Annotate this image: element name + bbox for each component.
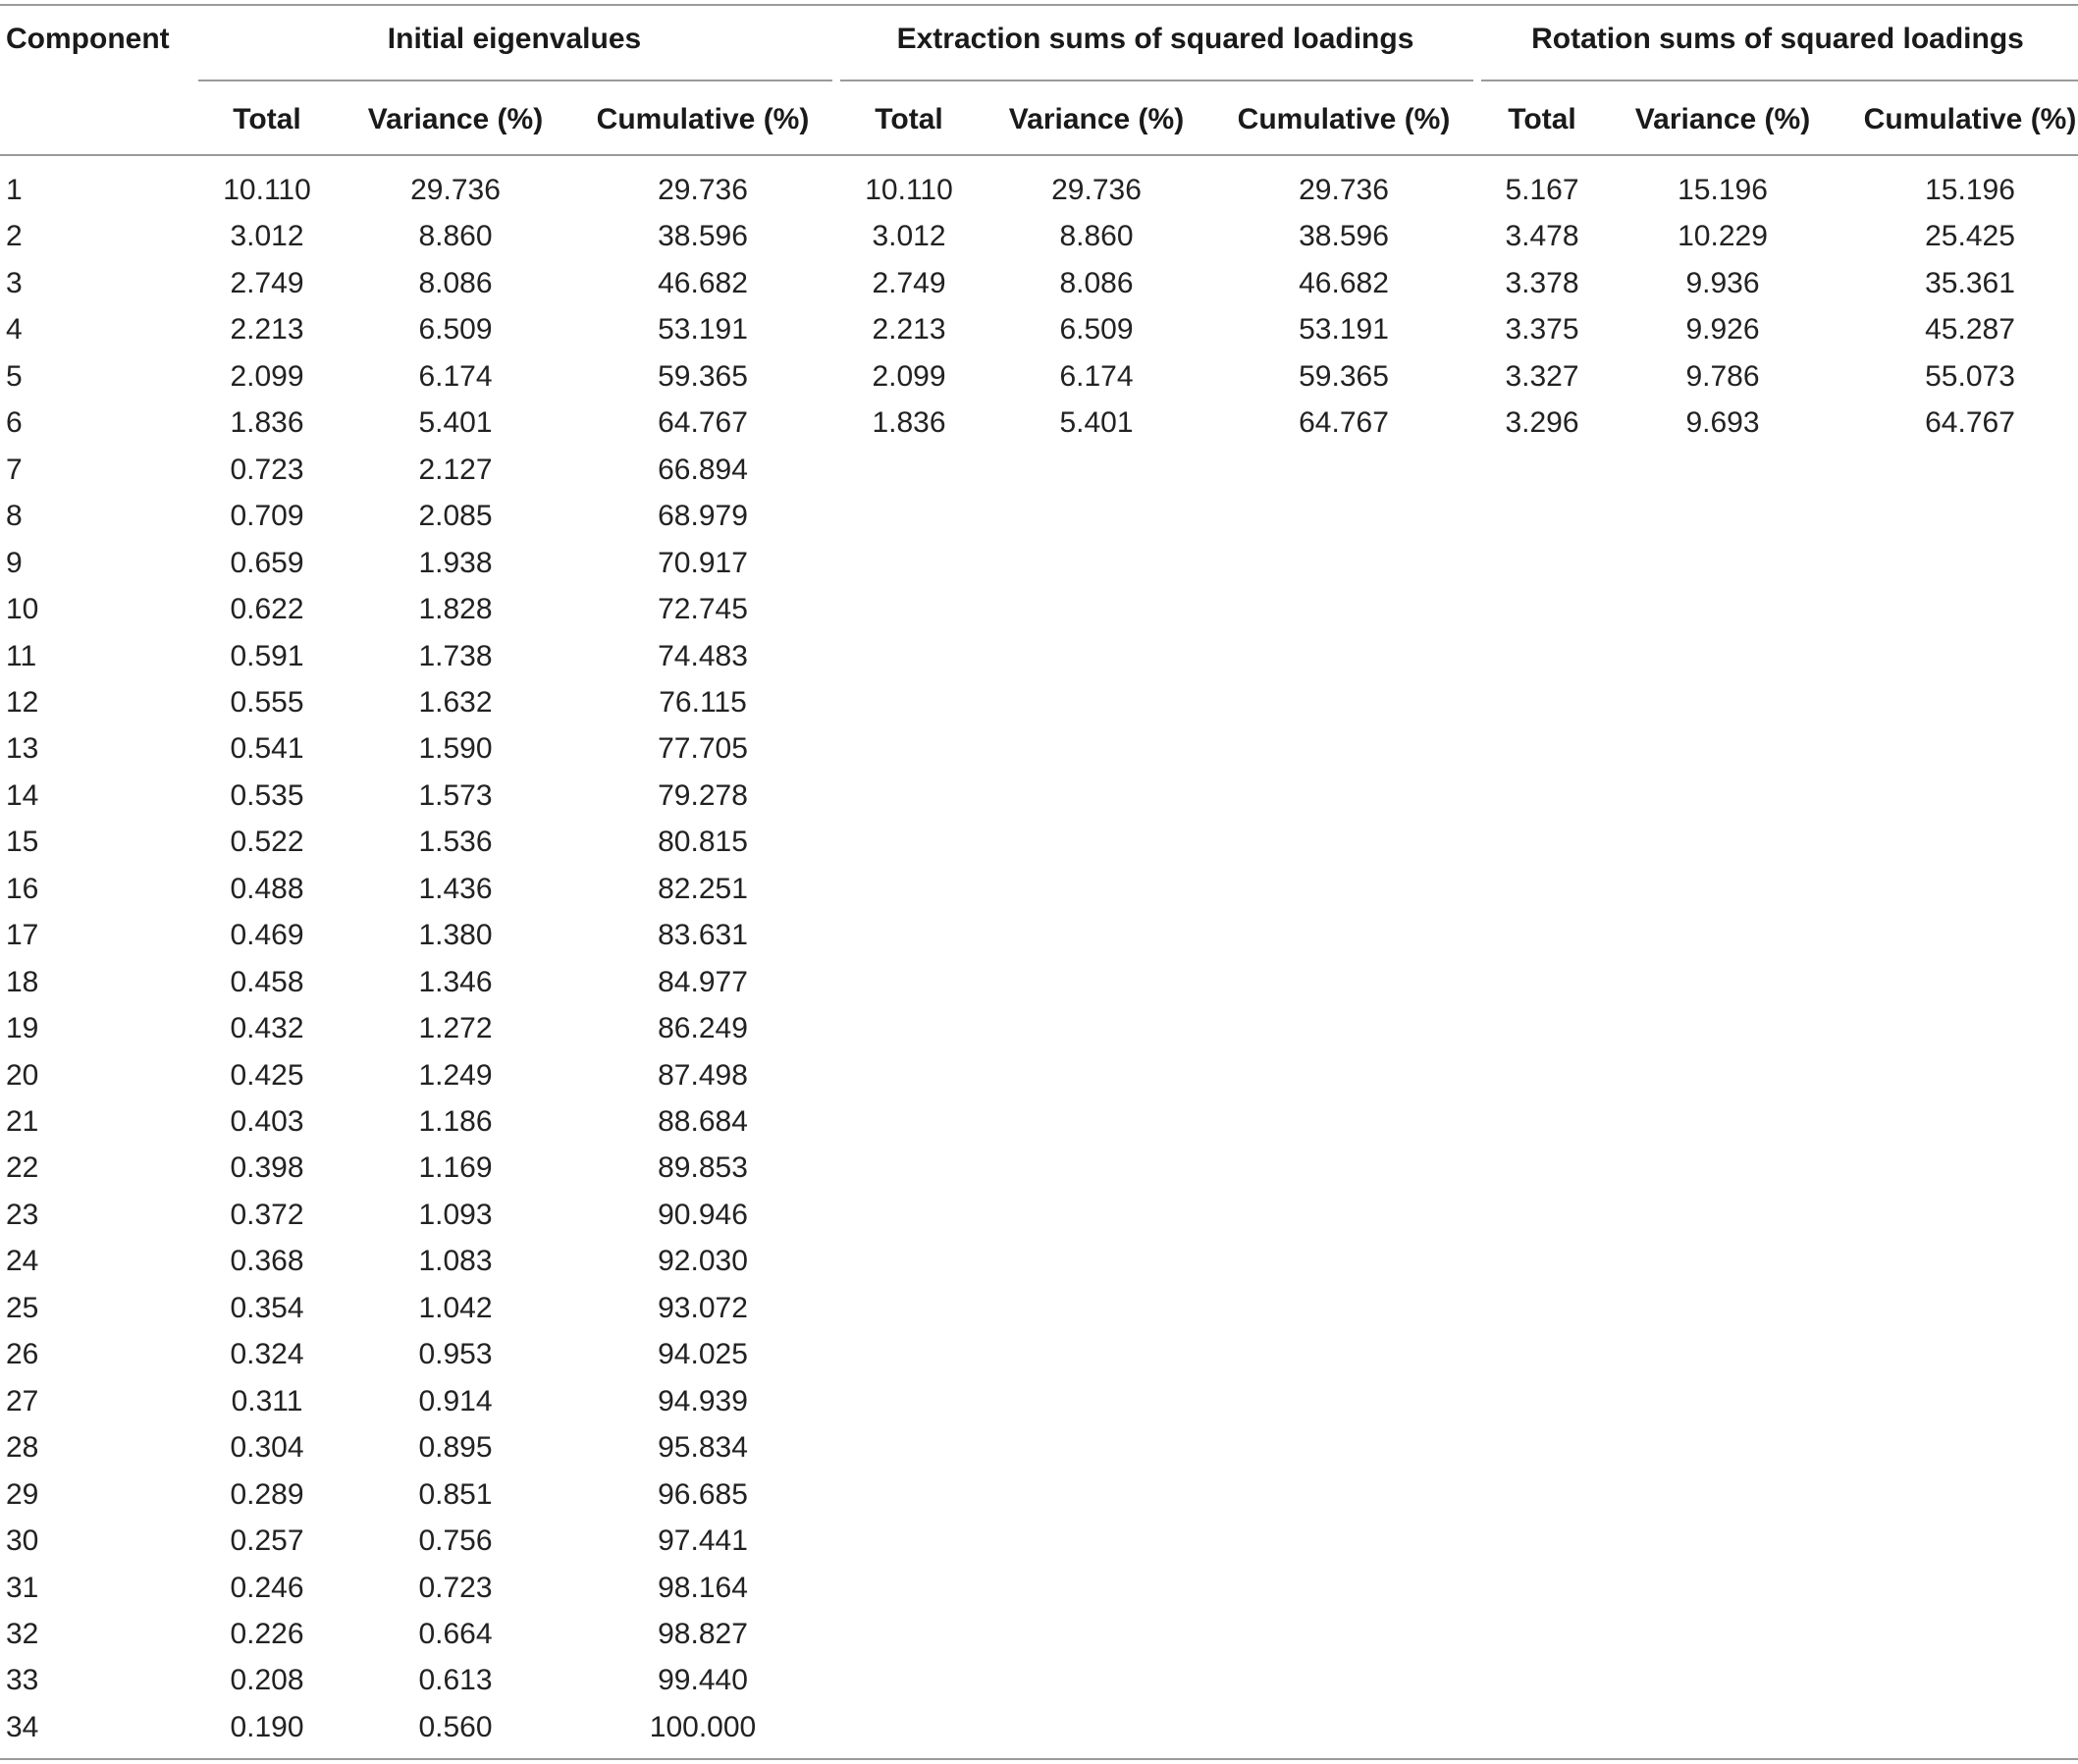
cell-initial-cumulative: 89.853 (658, 1151, 748, 1184)
cell-initial-total: 0.458 (230, 966, 304, 998)
cell-initial-total: 0.226 (230, 1618, 304, 1650)
cell-component: 14 (6, 779, 39, 812)
cell-initial-total: 0.324 (230, 1338, 304, 1370)
cell-initial-total: 0.372 (230, 1199, 304, 1231)
cell-initial-total: 0.469 (230, 919, 304, 951)
cell-initial-total: 0.522 (230, 826, 304, 858)
cell-initial-cumulative: 64.767 (658, 406, 748, 439)
cell-initial-total: 0.368 (230, 1245, 304, 1277)
cell-extraction-total: 2.099 (872, 360, 946, 393)
cell-extraction-total: 3.012 (872, 220, 946, 252)
cell-initial-total: 0.541 (230, 732, 304, 765)
cell-extraction-total: 2.749 (872, 267, 946, 299)
cell-initial-total: 0.723 (230, 454, 304, 486)
cell-initial-cumulative: 99.440 (658, 1664, 748, 1696)
cell-component: 7 (6, 454, 23, 486)
cell-component: 2 (6, 220, 23, 252)
cell-initial-total: 0.403 (230, 1105, 304, 1138)
cell-component: 3 (6, 267, 23, 299)
cell-component: 5 (6, 360, 23, 393)
cell-initial-variance: 0.664 (418, 1618, 493, 1650)
subheader-extraction-cumulative: Cumulative (%) (1237, 103, 1451, 135)
cell-initial-cumulative: 29.736 (658, 174, 748, 206)
cell-component: 33 (6, 1664, 39, 1696)
header-component: Component (6, 23, 170, 55)
cell-initial-cumulative: 59.365 (658, 360, 748, 393)
cell-component: 16 (6, 873, 39, 905)
cell-initial-variance: 1.536 (418, 826, 493, 858)
cell-extraction-variance: 6.509 (1059, 313, 1134, 346)
cell-component: 25 (6, 1292, 39, 1324)
cell-initial-variance: 1.436 (418, 873, 493, 905)
cell-component: 18 (6, 966, 39, 998)
cell-initial-cumulative: 84.977 (658, 966, 748, 998)
cell-component: 26 (6, 1338, 39, 1370)
cell-initial-total: 0.432 (230, 1012, 304, 1044)
cell-initial-total: 0.425 (230, 1059, 304, 1092)
cell-extraction-variance: 5.401 (1059, 406, 1134, 439)
cell-initial-cumulative: 86.249 (658, 1012, 748, 1044)
cell-rotation-variance: 15.196 (1678, 174, 1768, 206)
cell-extraction-cumulative: 64.767 (1299, 406, 1389, 439)
cell-component: 32 (6, 1618, 39, 1650)
cell-initial-variance: 0.914 (418, 1385, 493, 1417)
cell-rotation-variance: 9.936 (1685, 267, 1760, 299)
cell-initial-variance: 6.509 (418, 313, 493, 346)
cell-initial-total: 0.488 (230, 873, 304, 905)
cell-component: 9 (6, 547, 23, 579)
cell-initial-cumulative: 87.498 (658, 1059, 748, 1092)
cell-initial-total: 0.311 (231, 1385, 303, 1417)
cell-component: 6 (6, 406, 23, 439)
cell-initial-variance: 1.169 (418, 1151, 493, 1184)
header-extraction-sums: Extraction sums of squared loadings (896, 23, 1414, 55)
cell-extraction-variance: 8.086 (1059, 267, 1134, 299)
cell-extraction-cumulative: 38.596 (1299, 220, 1389, 252)
cell-initial-total: 0.289 (230, 1478, 304, 1511)
cell-rotation-cumulative: 64.767 (1925, 406, 2015, 439)
cell-initial-total: 0.190 (230, 1711, 304, 1743)
cell-component: 23 (6, 1199, 39, 1231)
cell-initial-cumulative: 46.682 (658, 267, 748, 299)
cell-component: 24 (6, 1245, 39, 1277)
cell-rotation-variance: 9.926 (1685, 313, 1760, 346)
cell-rotation-cumulative: 15.196 (1925, 174, 2015, 206)
cell-initial-variance: 1.346 (418, 966, 493, 998)
subheader-rotation-total: Total (1508, 103, 1576, 135)
cell-extraction-total: 10.110 (865, 174, 953, 206)
cell-initial-total: 0.659 (230, 547, 304, 579)
cell-initial-cumulative: 79.278 (658, 779, 748, 812)
cell-rotation-cumulative: 25.425 (1925, 220, 2015, 252)
cell-extraction-cumulative: 29.736 (1299, 174, 1389, 206)
cell-initial-variance: 2.127 (418, 454, 493, 486)
cell-initial-variance: 1.083 (418, 1245, 493, 1277)
cell-initial-cumulative: 38.596 (658, 220, 748, 252)
cell-component: 30 (6, 1524, 39, 1557)
cell-component: 11 (6, 640, 37, 672)
cell-initial-cumulative: 76.115 (659, 686, 747, 719)
cell-initial-variance: 1.938 (418, 547, 493, 579)
cell-rotation-total: 3.327 (1505, 360, 1579, 393)
cell-initial-cumulative: 53.191 (658, 313, 748, 346)
extraction-group-underline (840, 80, 1473, 81)
subheader-initial-variance: Variance (%) (367, 103, 544, 135)
cell-extraction-cumulative: 53.191 (1299, 313, 1389, 346)
cell-initial-variance: 1.632 (418, 686, 493, 719)
header-initial-eigenvalues: Initial eigenvalues (387, 23, 642, 55)
cell-component: 8 (6, 500, 23, 532)
cell-initial-variance: 1.042 (418, 1292, 493, 1324)
cell-initial-cumulative: 72.745 (658, 593, 748, 625)
cell-component: 22 (6, 1151, 39, 1184)
cell-initial-variance: 6.174 (418, 360, 493, 393)
cell-initial-total: 2.213 (230, 313, 304, 346)
cell-initial-total: 0.535 (230, 779, 304, 812)
cell-rotation-cumulative: 35.361 (1925, 267, 2015, 299)
cell-initial-variance: 1.249 (418, 1059, 493, 1092)
cell-initial-cumulative: 80.815 (658, 826, 748, 858)
cell-initial-variance: 1.093 (418, 1199, 493, 1231)
cell-initial-variance: 0.723 (418, 1572, 493, 1604)
cell-initial-total: 2.749 (230, 267, 304, 299)
cell-initial-variance: 0.560 (418, 1711, 493, 1743)
subheader-rotation-cumulative: Cumulative (%) (1863, 103, 2077, 135)
subheader-rotation-variance: Variance (%) (1634, 103, 1811, 135)
cell-initial-cumulative: 77.705 (658, 732, 748, 765)
cell-component: 10 (6, 593, 39, 625)
subheader-extraction-variance: Variance (%) (1008, 103, 1185, 135)
cell-initial-total: 2.099 (230, 360, 304, 393)
subheader-extraction-total: Total (875, 103, 943, 135)
rotation-group-underline (1481, 80, 2078, 81)
table-bottom-rule (0, 1758, 2078, 1760)
cell-component: 27 (6, 1385, 39, 1417)
cell-initial-cumulative: 98.164 (658, 1572, 748, 1604)
cell-initial-total: 0.304 (230, 1431, 304, 1464)
cell-extraction-cumulative: 46.682 (1299, 267, 1389, 299)
cell-initial-variance: 2.085 (418, 500, 493, 532)
cell-initial-cumulative: 66.894 (658, 454, 748, 486)
cell-initial-total: 0.555 (230, 686, 304, 719)
cell-initial-variance: 1.828 (418, 593, 493, 625)
cell-component: 15 (6, 826, 39, 858)
cell-initial-cumulative: 93.072 (658, 1292, 748, 1324)
subheader-initial-cumulative: Cumulative (%) (596, 103, 810, 135)
subheader-initial-total: Total (233, 103, 301, 135)
cell-rotation-total: 3.375 (1505, 313, 1579, 346)
cell-initial-cumulative: 70.917 (658, 547, 748, 579)
cell-initial-variance: 0.895 (418, 1431, 493, 1464)
cell-initial-cumulative: 98.827 (658, 1618, 748, 1650)
cell-initial-variance: 1.186 (418, 1105, 493, 1138)
cell-rotation-variance: 9.786 (1685, 360, 1760, 393)
cell-component: 29 (6, 1478, 39, 1511)
cell-initial-variance: 1.380 (418, 919, 493, 951)
cell-rotation-variance: 10.229 (1678, 220, 1768, 252)
cell-initial-variance: 0.953 (418, 1338, 493, 1370)
cell-initial-variance: 5.401 (418, 406, 493, 439)
cell-component: 12 (6, 686, 39, 719)
cell-component: 4 (6, 313, 23, 346)
cell-extraction-total: 1.836 (872, 406, 946, 439)
cell-initial-total: 0.354 (230, 1292, 304, 1324)
cell-initial-total: 1.836 (230, 406, 304, 439)
cell-initial-cumulative: 92.030 (658, 1245, 748, 1277)
cell-initial-total: 0.246 (230, 1572, 304, 1604)
cell-initial-variance: 8.860 (418, 220, 493, 252)
cell-initial-variance: 29.736 (410, 174, 501, 206)
cell-rotation-total: 3.478 (1505, 220, 1579, 252)
cell-extraction-variance: 6.174 (1059, 360, 1134, 393)
cell-component: 34 (6, 1711, 39, 1743)
cell-rotation-total: 3.296 (1505, 406, 1579, 439)
initial-group-underline (198, 80, 832, 81)
cell-rotation-total: 5.167 (1505, 174, 1579, 206)
cell-initial-total: 0.591 (230, 640, 304, 672)
table-top-rule (0, 4, 2078, 6)
cell-initial-variance: 8.086 (418, 267, 493, 299)
cell-initial-variance: 1.738 (418, 640, 493, 672)
cell-initial-cumulative: 83.631 (658, 919, 748, 951)
cell-initial-cumulative: 97.441 (658, 1524, 748, 1557)
cell-initial-cumulative: 88.684 (658, 1105, 748, 1138)
cell-initial-total: 0.622 (230, 593, 304, 625)
cell-initial-variance: 1.573 (418, 779, 493, 812)
cell-initial-cumulative: 90.946 (658, 1199, 748, 1231)
cell-initial-variance: 1.272 (418, 1012, 493, 1044)
header-bottom-rule (0, 154, 2078, 156)
cell-component: 20 (6, 1059, 39, 1092)
cell-component: 17 (6, 919, 39, 951)
cell-initial-variance: 0.756 (418, 1524, 493, 1557)
cell-initial-cumulative: 82.251 (658, 873, 748, 905)
cell-extraction-variance: 8.860 (1059, 220, 1134, 252)
cell-component: 21 (6, 1105, 39, 1138)
cell-initial-cumulative: 94.939 (658, 1385, 748, 1417)
cell-rotation-variance: 9.693 (1685, 406, 1760, 439)
cell-component: 13 (6, 732, 39, 765)
header-rotation-sums: Rotation sums of squared loadings (1531, 23, 2024, 55)
cell-initial-total: 3.012 (230, 220, 304, 252)
cell-initial-total: 0.208 (230, 1664, 304, 1696)
cell-initial-variance: 0.851 (418, 1478, 493, 1511)
cell-extraction-variance: 29.736 (1051, 174, 1142, 206)
cell-initial-cumulative: 96.685 (658, 1478, 748, 1511)
cell-rotation-cumulative: 55.073 (1925, 360, 2015, 393)
cell-rotation-cumulative: 45.287 (1925, 313, 2015, 346)
cell-component: 31 (6, 1572, 39, 1604)
cell-initial-variance: 0.613 (418, 1664, 493, 1696)
cell-extraction-cumulative: 59.365 (1299, 360, 1389, 393)
cell-component: 1 (6, 174, 23, 206)
cell-component: 28 (6, 1431, 39, 1464)
cell-rotation-total: 3.378 (1505, 267, 1579, 299)
cell-initial-cumulative: 74.483 (658, 640, 748, 672)
cell-initial-cumulative: 68.979 (658, 500, 748, 532)
cell-initial-total: 0.257 (230, 1524, 304, 1557)
cell-initial-variance: 1.590 (418, 732, 493, 765)
cell-extraction-total: 2.213 (872, 313, 946, 346)
cell-initial-total: 10.110 (223, 174, 311, 206)
cell-initial-total: 0.709 (230, 500, 304, 532)
cell-initial-cumulative: 95.834 (658, 1431, 748, 1464)
cell-initial-cumulative: 94.025 (658, 1338, 748, 1370)
cell-component: 19 (6, 1012, 39, 1044)
cell-initial-total: 0.398 (230, 1151, 304, 1184)
cell-initial-cumulative: 100.000 (649, 1711, 757, 1743)
